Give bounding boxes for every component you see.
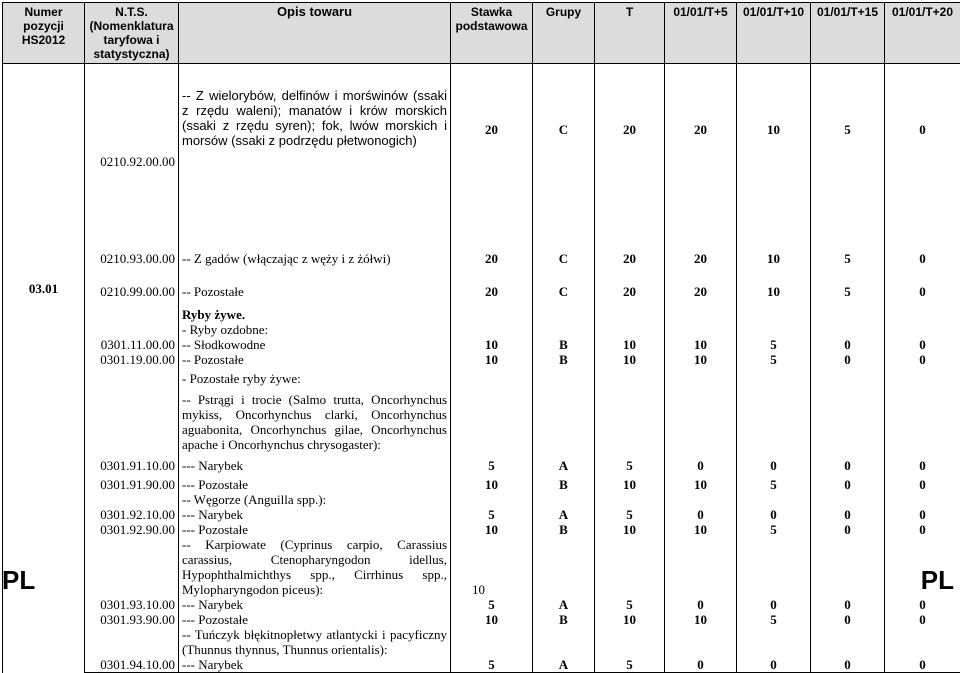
group-cell: A [533, 597, 595, 612]
rate-cell [737, 537, 811, 597]
rate-cell: 10 [665, 337, 737, 352]
rate-cell: 0 [885, 477, 960, 492]
nts-code: 0301.93.90.00 [85, 612, 179, 627]
rate-cell: 5 [451, 657, 533, 673]
footer-pl-right: PL [921, 566, 954, 594]
rate-cell [665, 322, 737, 337]
nts-code: 0301.92.10.00 [85, 507, 179, 522]
rate-cell [451, 627, 533, 657]
table-row [3, 337, 960, 352]
nts-code: 0210.93.00.00 [85, 233, 179, 278]
description: -- Z wielorybów, delfinów i morświnów (ssaki z rzędu waleni); manatów i krów morskich (ssaki z rzędu syren); fok, lwów morskich i morsów (ssaki z podrzędu płetwonogich) [179, 64, 451, 234]
description: -- Węgorze (Anguilla spp.): [179, 492, 451, 507]
description: --- Narybek [179, 507, 451, 522]
rate-cell [665, 367, 737, 390]
header-opis: Opis towaru [179, 3, 451, 64]
rate-cell: 10 [451, 522, 533, 537]
rate-cell: 0 [811, 507, 885, 522]
group-cell: B [533, 522, 595, 537]
nts-code [85, 322, 179, 337]
nts-code [85, 492, 179, 507]
rate-cell [885, 367, 960, 390]
rate-cell: 10 [665, 477, 737, 492]
group-cell [533, 367, 595, 390]
description: -- Słodkowodne [179, 337, 451, 352]
rate-cell [811, 492, 885, 507]
description: -- Z gadów (włączając z węży i z żółwi) [179, 233, 451, 278]
header-t20: 01/01/T+20 [885, 3, 960, 64]
header-t10: 01/01/T+10 [737, 3, 811, 64]
rate-cell [595, 367, 665, 390]
group-cell [533, 307, 595, 322]
table-row [3, 322, 960, 337]
rate-cell: 0 [737, 597, 811, 612]
rate-cell: 10 [595, 477, 665, 492]
rate-cell: 0 [885, 352, 960, 367]
group-cell: B [533, 352, 595, 367]
rate-cell: 0 [811, 657, 885, 673]
rate-cell: 5 [451, 458, 533, 477]
nts-code [85, 367, 179, 390]
rate-cell: 0 [885, 657, 960, 673]
rate-cell: 5 [811, 233, 885, 278]
nts-code: 0301.19.00.00 [85, 352, 179, 367]
rate-cell [885, 307, 960, 322]
rate-cell: 10 [595, 612, 665, 627]
nts-code: 0210.92.00.00 [85, 64, 179, 234]
table-row [3, 657, 960, 673]
rate-cell: 10 [737, 64, 811, 234]
header-nts: N.T.S. (Nomenklatura taryfowa i statystyczna) [85, 3, 179, 64]
rate-cell: 10 [737, 278, 811, 307]
rate-cell [811, 307, 885, 322]
rate-cell [811, 367, 885, 390]
description: -- Pstrągi i trocie (Salmo trutta, Oncorhynchus mykiss, Oncorhynchus clarki, Oncorhynchus aguabonita, Oncorhynchus gilae, Oncorhynchus apache i Oncorhynchus chrysogaster): [179, 390, 451, 458]
table-row [3, 627, 960, 657]
hs-chapter-cell: 03.01 [3, 278, 85, 673]
group-cell: A [533, 657, 595, 673]
rate-cell [451, 322, 533, 337]
rate-cell: 0 [811, 352, 885, 367]
rate-cell [595, 627, 665, 657]
rate-cell: 10 [451, 337, 533, 352]
rate-cell: 20 [665, 278, 737, 307]
group-cell [533, 492, 595, 507]
hs-cell [3, 233, 85, 278]
nts-code [85, 390, 179, 458]
rate-cell: 5 [451, 597, 533, 612]
table-row [3, 352, 960, 367]
rate-cell: 10 [737, 233, 811, 278]
nts-code: 0301.91.10.00 [85, 458, 179, 477]
rate-cell: 0 [885, 278, 960, 307]
rate-cell: 0 [885, 507, 960, 522]
rate-cell: 0 [737, 657, 811, 673]
description: -- Karpiowate (Cyprinus carpio, Carassius carassius, Ctenopharyngodon idellus, Hypophthalmichthys spp., Cirrhinus spp., Mylopharyngodon piceus): [179, 537, 451, 597]
rate-cell [737, 390, 811, 458]
group-cell [533, 390, 595, 458]
table-row [3, 307, 960, 322]
rate-cell [737, 322, 811, 337]
description: Ryby żywe. [179, 307, 451, 322]
table-row [3, 458, 960, 477]
rate-cell: 20 [665, 64, 737, 234]
rate-cell [665, 390, 737, 458]
rate-cell [451, 390, 533, 458]
rate-cell [595, 307, 665, 322]
group-cell: C [533, 233, 595, 278]
description: - Pozostałe ryby żywe: [179, 367, 451, 390]
nts-code [85, 307, 179, 322]
rate-cell: 0 [885, 233, 960, 278]
rate-cell: 10 [595, 352, 665, 367]
rate-cell: 0 [885, 597, 960, 612]
nts-code: 0210.99.00.00 [85, 278, 179, 307]
rate-cell [885, 627, 960, 657]
rate-cell: 0 [811, 458, 885, 477]
rate-cell: 20 [595, 278, 665, 307]
rate-cell: 0 [737, 507, 811, 522]
rate-cell: 10 [451, 477, 533, 492]
nts-code: 0301.94.10.00 [85, 657, 179, 673]
rate-cell: 5 [737, 337, 811, 352]
rate-cell: 5 [595, 597, 665, 612]
header-stawka: Stawka podstawowa [451, 3, 533, 64]
rate-cell: 0 [885, 612, 960, 627]
nts-code: 0301.91.90.00 [85, 477, 179, 492]
table-row [3, 278, 960, 307]
description: -- Pozostałe [179, 278, 451, 307]
header-t15: 01/01/T+15 [811, 3, 885, 64]
table-row [3, 477, 960, 492]
description: --- Pozostałe [179, 477, 451, 492]
rate-cell: 5 [811, 278, 885, 307]
rate-cell: 20 [451, 233, 533, 278]
rate-cell: 20 [595, 64, 665, 234]
nts-code [85, 537, 179, 597]
rate-cell [595, 537, 665, 597]
rate-cell: 0 [811, 522, 885, 537]
rate-cell: 20 [451, 278, 533, 307]
rate-cell: 10 [595, 522, 665, 537]
rate-cell [595, 390, 665, 458]
rate-cell [451, 492, 533, 507]
rate-cell: 10 [665, 352, 737, 367]
rate-cell [811, 537, 885, 597]
rate-cell: 0 [665, 507, 737, 522]
rate-cell [595, 492, 665, 507]
table-row [3, 597, 960, 612]
header-row [3, 3, 960, 64]
nts-code [85, 627, 179, 657]
rate-cell [665, 307, 737, 322]
rate-cell: 5 [737, 612, 811, 627]
table-row [3, 507, 960, 522]
rate-cell: 0 [885, 458, 960, 477]
rate-cell: 0 [665, 597, 737, 612]
header-t5: 01/01/T+5 [665, 3, 737, 64]
rate-cell: 0 [811, 612, 885, 627]
hs-cell [3, 64, 85, 234]
rate-cell: 0 [885, 337, 960, 352]
rate-cell [885, 492, 960, 507]
rate-cell: 20 [451, 64, 533, 234]
group-cell [533, 537, 595, 597]
rate-cell [665, 537, 737, 597]
group-cell: A [533, 507, 595, 522]
header-grupy: Grupy [533, 3, 595, 64]
nts-code: 0301.93.10.00 [85, 597, 179, 612]
description: --- Narybek [179, 597, 451, 612]
rate-cell [811, 390, 885, 458]
table-row [3, 64, 960, 234]
description: --- Narybek [179, 458, 451, 477]
description: --- Narybek [179, 657, 451, 673]
rate-cell: 0 [665, 657, 737, 673]
rate-cell: 5 [811, 64, 885, 234]
page-number: 10 [472, 582, 485, 598]
rate-cell [885, 322, 960, 337]
header-numer: Numer pozycji HS2012 [3, 3, 85, 64]
rate-cell [737, 492, 811, 507]
table-row [3, 367, 960, 390]
tariff-table [2, 2, 960, 673]
rate-cell [737, 367, 811, 390]
header-t: T [595, 3, 665, 64]
rate-cell: 10 [451, 352, 533, 367]
rate-cell [811, 322, 885, 337]
rate-cell [595, 322, 665, 337]
rate-cell: 10 [665, 522, 737, 537]
rate-cell: 10 [451, 612, 533, 627]
rate-cell: 10 [665, 612, 737, 627]
table-row [3, 522, 960, 537]
group-cell: C [533, 64, 595, 234]
group-cell: B [533, 337, 595, 352]
rate-cell: 0 [811, 597, 885, 612]
description: - Ryby ozdobne: [179, 322, 451, 337]
rate-cell [665, 492, 737, 507]
rate-cell [451, 537, 533, 597]
rate-cell [451, 367, 533, 390]
rate-cell [811, 627, 885, 657]
description: -- Pozostałe [179, 352, 451, 367]
group-cell [533, 627, 595, 657]
rate-cell: 5 [595, 458, 665, 477]
description: -- Tuńczyk błękitnopłetwy atlantycki i pacyficzny (Thunnus thynnus, Thunnus orientalis): [179, 627, 451, 657]
rate-cell [737, 627, 811, 657]
rate-cell: 5 [595, 657, 665, 673]
rate-cell: 0 [885, 522, 960, 537]
description: --- Pozostałe [179, 612, 451, 627]
table-row [3, 612, 960, 627]
rate-cell: 0 [811, 337, 885, 352]
rate-cell: 5 [737, 352, 811, 367]
group-cell: A [533, 458, 595, 477]
rate-cell: 5 [737, 522, 811, 537]
rate-cell [451, 307, 533, 322]
nts-code: 0301.92.90.00 [85, 522, 179, 537]
table-row [3, 492, 960, 507]
rate-cell: 5 [737, 477, 811, 492]
group-cell: B [533, 477, 595, 492]
rate-cell: 0 [737, 458, 811, 477]
rate-cell: 20 [665, 233, 737, 278]
group-cell: C [533, 278, 595, 307]
rate-cell: 0 [885, 64, 960, 234]
rate-cell [737, 307, 811, 322]
rate-cell: 5 [595, 507, 665, 522]
rate-cell: 20 [595, 233, 665, 278]
footer-pl-left: PL [2, 566, 35, 594]
table-row [3, 390, 960, 458]
group-cell [533, 322, 595, 337]
rate-cell: 0 [811, 477, 885, 492]
rate-cell [665, 627, 737, 657]
rate-cell [885, 390, 960, 458]
rate-cell: 10 [595, 337, 665, 352]
table-row [3, 233, 960, 278]
group-cell: B [533, 612, 595, 627]
nts-code: 0301.11.00.00 [85, 337, 179, 352]
description: --- Pozostałe [179, 522, 451, 537]
rate-cell: 0 [665, 458, 737, 477]
rate-cell: 5 [451, 507, 533, 522]
